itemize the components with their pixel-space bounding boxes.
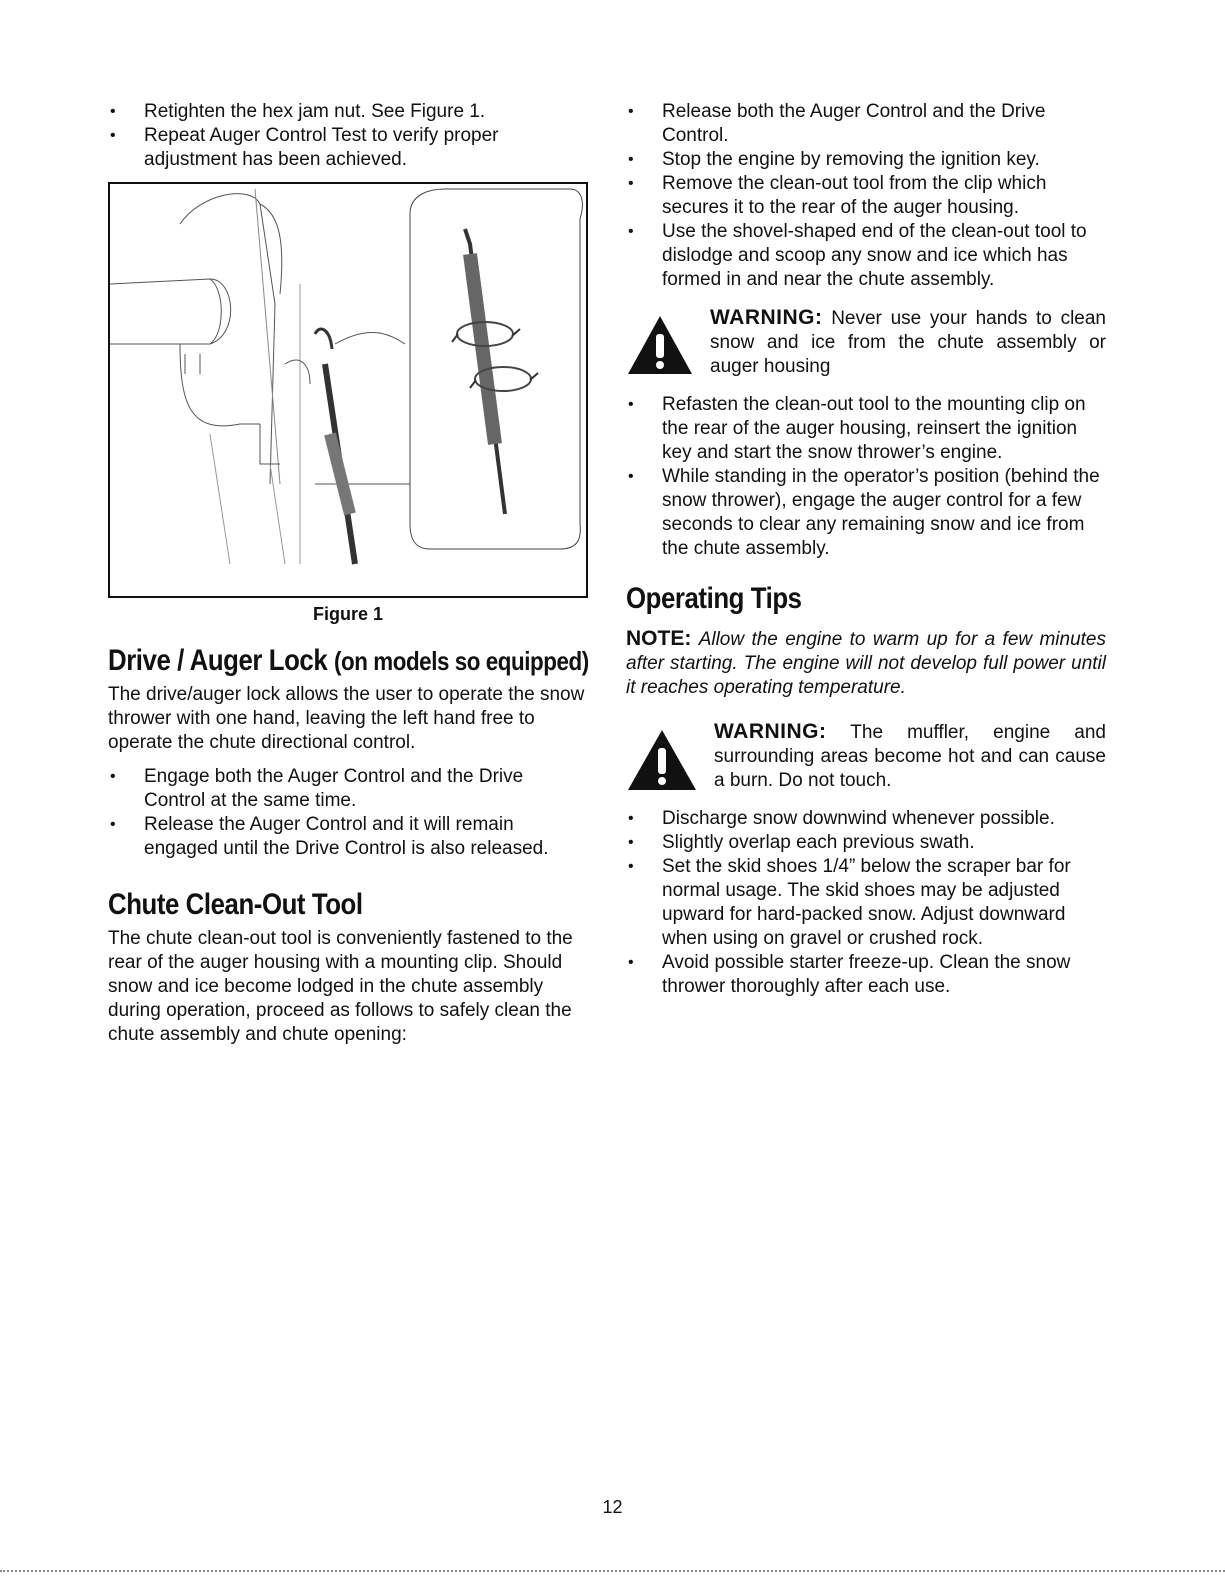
list-item: • Retighten the hex jam nut. See Figure 1. bbox=[108, 100, 588, 124]
bottom-divider bbox=[0, 1570, 1225, 1572]
list-item: • Avoid possible starter freeze-up. Clean the snow thrower thoroughly after each use. bbox=[626, 951, 1106, 999]
list-item: • Set the skid shoes 1/4” below the scraper bar for normal usage. The skid shoes may be adjusted upward for hard-packed snow. Adjust downward when using on gravel or crushed rock. bbox=[626, 855, 1106, 951]
figure-1-illustration bbox=[110, 184, 586, 596]
warning-block-1 bbox=[626, 306, 1106, 379]
note-block bbox=[626, 627, 1106, 700]
warning-message: The muffler, engine and surrounding areas become hot and can cause a burn. Do not touch. bbox=[714, 722, 1107, 791]
chute-tool-body: The chute clean-out tool is conveniently fastened to the rear of the auger housing with a mounting clip. Should snow and ice become lodged in the chute assembly during operation, proceed as follows to safely clean the chute assembly and chute opening: bbox=[108, 928, 573, 1045]
right-column bbox=[626, 100, 1106, 999]
list-item: • Release the Auger Control and it will remain engaged until the Drive Control is also released. bbox=[108, 813, 588, 861]
list-item: • Repeat Auger Control Test to verify proper adjustment has been achieved. bbox=[108, 124, 588, 172]
warning-icon bbox=[626, 728, 698, 792]
note-text: Allow the engine to warm up for a few minutes after starting. The engine will not develop full power until it reaches operating temperature. bbox=[626, 629, 1106, 698]
list-item: • Use the shovel-shaped end of the clean-out tool to dislodge and scoop any snow and ice which has formed in and near the chute assembly. bbox=[626, 220, 1106, 292]
left-top-bullets bbox=[108, 100, 588, 172]
list-item: • Engage both the Auger Control and the Drive Control at the same time. bbox=[108, 765, 588, 813]
warning-block-2 bbox=[626, 720, 1106, 793]
list-item: • Stop the engine by removing the ignition key. bbox=[626, 148, 1106, 172]
figure-caption: Figure 1 bbox=[312, 604, 383, 624]
chute-tool-heading: Chute Clean-Out Tool bbox=[108, 888, 363, 921]
drive-auger-heading bbox=[108, 643, 589, 679]
operating-tips-bullets bbox=[626, 807, 1106, 999]
list-item: • While standing in the operator’s position (behind the snow thrower), engage the auger control for a few seconds to clear any remaining snow and ice from the chute assembly. bbox=[626, 465, 1106, 561]
list-item: • Remove the clean-out tool from the clip which secures it to the rear of the auger housing. bbox=[626, 172, 1106, 220]
list-item: • Release both the Auger Control and the Drive Control. bbox=[626, 100, 1106, 148]
warning-text-1 bbox=[710, 306, 1106, 379]
figure-1 bbox=[108, 182, 588, 598]
note-label: NOTE: bbox=[626, 627, 692, 650]
right-top-bullets bbox=[626, 100, 1106, 292]
list-item: • Discharge snow downwind whenever possible. bbox=[626, 807, 1106, 831]
warning-text-2 bbox=[710, 720, 1106, 793]
warning-label: WARNING: bbox=[714, 720, 827, 743]
drive-auger-bullets bbox=[108, 765, 588, 861]
right-mid-bullets bbox=[626, 393, 1106, 561]
drive-auger-heading-main: Drive / Auger Lock bbox=[108, 644, 328, 677]
left-column bbox=[108, 100, 588, 1047]
operating-tips-heading: Operating Tips bbox=[626, 582, 802, 615]
warning-icon bbox=[626, 314, 694, 376]
warning-label: WARNING: bbox=[710, 306, 823, 329]
list-item: • Slightly overlap each previous swath. bbox=[626, 831, 1106, 855]
drive-auger-body: The drive/auger lock allows the user to operate the snow thrower with one hand, leaving the left hand free to operate the chute directional control. bbox=[108, 684, 585, 753]
list-item: • Refasten the clean-out tool to the mounting clip on the rear of the auger housing, reinsert the ignition key and start the snow thrower’s engine. bbox=[626, 393, 1106, 465]
warning-message: Never use your hands to clean snow and ice from the chute assembly or auger housing bbox=[710, 308, 1106, 377]
drive-auger-heading-sub: (on models so equipped) bbox=[334, 646, 589, 676]
page-number: 12 bbox=[602, 1497, 623, 1517]
